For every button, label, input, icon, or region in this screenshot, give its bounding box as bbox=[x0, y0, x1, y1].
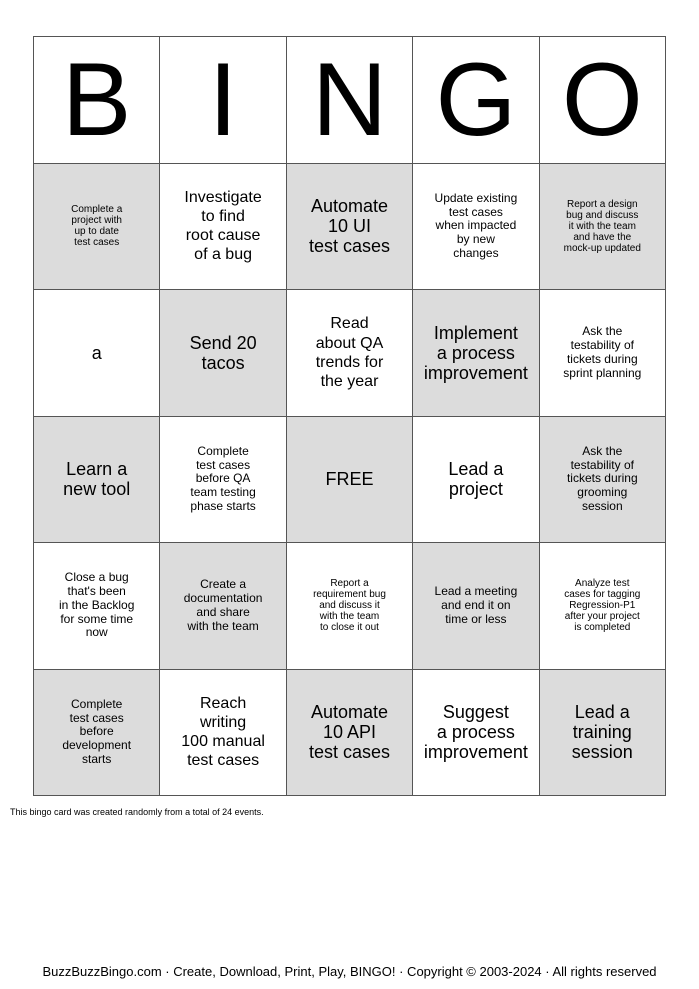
bingo-cell: Report a requirement bug and discuss it with the team to close it out bbox=[287, 543, 413, 670]
bingo-cell: Complete test cases before QA team testing phase starts bbox=[160, 417, 286, 544]
bingo-cell: Create a documentation and share with the team bbox=[160, 543, 286, 670]
bingo-cell: Investigate to find root cause of a bug bbox=[160, 164, 286, 291]
header-letter-b: B bbox=[34, 37, 160, 164]
card-note: This bingo card was created randomly from a total of 24 events. bbox=[10, 807, 264, 817]
bingo-cell: Report a design bug and discuss it with the team and have the mock-up updated bbox=[540, 164, 666, 291]
free-space-cell: FREE bbox=[287, 417, 413, 544]
bingo-card bbox=[33, 36, 666, 796]
bingo-cell: Complete a project with up to date test cases bbox=[34, 164, 160, 291]
bingo-cell: Ask the testability of tickets during sprint planning bbox=[540, 290, 666, 417]
bingo-cell: Lead a project bbox=[413, 417, 539, 544]
header-letter-o: O bbox=[540, 37, 666, 164]
bingo-cell: Ask the testability of tickets during grooming session bbox=[540, 417, 666, 544]
bingo-cell: Send 20 tacos bbox=[160, 290, 286, 417]
bingo-cell: Reach writing 100 manual test cases bbox=[160, 670, 286, 797]
bingo-cell: Implement a process improvement bbox=[413, 290, 539, 417]
footer-copyright: BuzzBuzzBingo.com · Create, Download, Print, Play, BINGO! · Copyright © 2003-2024 · All rights reserved bbox=[42, 964, 657, 979]
bingo-cell: Lead a training session bbox=[540, 670, 666, 797]
bingo-cell: Learn a new tool bbox=[34, 417, 160, 544]
header-letter-g: G bbox=[413, 37, 539, 164]
header-letter-n: N bbox=[287, 37, 413, 164]
bingo-cell: a bbox=[34, 290, 160, 417]
bingo-cell: Lead a meeting and end it on time or less bbox=[413, 543, 539, 670]
bingo-cell: Automate 10 UI test cases bbox=[287, 164, 413, 291]
bingo-cell: Analyze test cases for tagging Regression-P1 after your project is completed bbox=[540, 543, 666, 670]
bingo-cell: Close a bug that's been in the Backlog for some time now bbox=[34, 543, 160, 670]
bingo-cell: Complete test cases before development starts bbox=[34, 670, 160, 797]
bingo-cell: Automate 10 API test cases bbox=[287, 670, 413, 797]
header-letter-i: I bbox=[160, 37, 286, 164]
bingo-cell: Update existing test cases when impacted by new changes bbox=[413, 164, 539, 291]
bingo-cell: Suggest a process improvement bbox=[413, 670, 539, 797]
bingo-cell: Read about QA trends for the year bbox=[287, 290, 413, 417]
